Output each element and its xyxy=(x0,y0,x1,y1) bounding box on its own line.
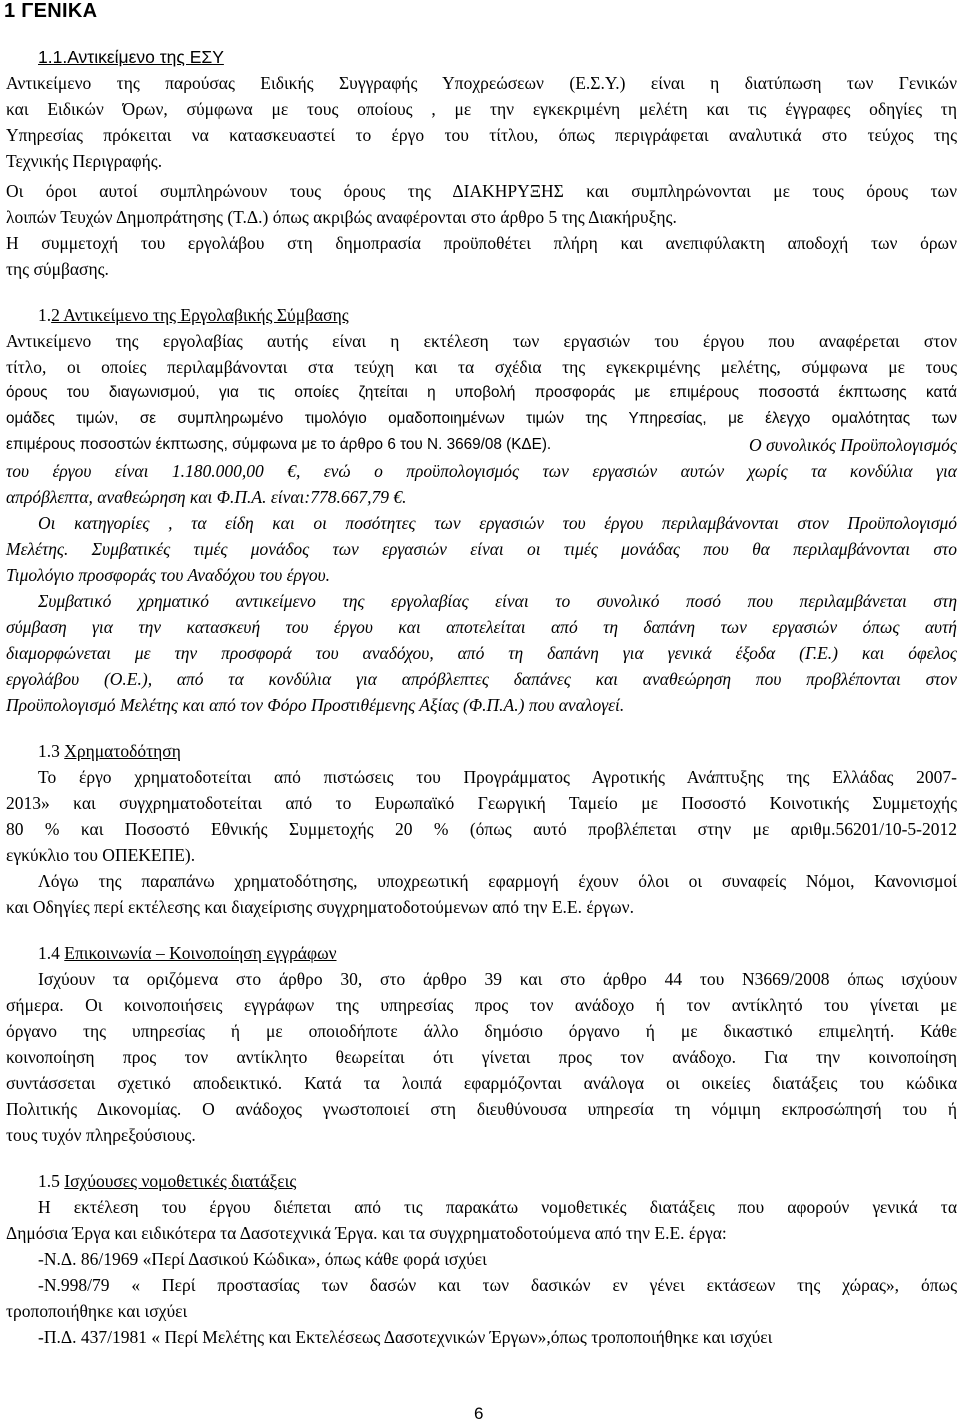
s12-line-2: τίτλο, οι οποίες περιλαμβάνονται στα τεύχη και τα σχέδια της εγκεκριμένης μελέτης, σύμφωνα με τους xyxy=(6,357,957,377)
s15-line-4: -Ν.998/79 « Περί προστασίας των δασών και των δασικών εν γένει εκτάσεων της χώρας», όπως xyxy=(38,1275,957,1295)
s13-line-1: Το έργο χρηματοδοτείται από πιστώσεις του Προγράμματος Αγροτικής Ανάπτυξης της Ελλάδας 2007- xyxy=(38,767,957,787)
section-1-1-title: 1.1.Αντικείμενο της ΕΣΥ xyxy=(38,47,224,67)
s14-line-4: κοινοποίηση προς τον αντίκλητο θεωρείται ότι γίνεται προς τον ανάδοχο. Για την κοινοποίηση xyxy=(6,1047,957,1067)
section-1-3-number: 1.3 xyxy=(38,741,60,761)
s15-line-3: -Ν.Δ. 86/1969 «Περί Δασικού Κώδικα», όπως κάθε φορά ισχύει xyxy=(38,1249,487,1269)
s11-line-7: Η συμμετοχή του εργολάβου στη δημοπρασία προϋποθέτει πλήρη και ανεπιφύλακτη αποδοχή των όρων xyxy=(6,233,957,253)
s15-line-1: Η εκτέλεση του έργου διέπεται από τις παρακάτω νομοθετικές διατάξεις που αφορούν γενικά τα xyxy=(38,1197,957,1217)
section-1-5-title: Ισχύουσες νομοθετικές διατάξεις xyxy=(64,1171,297,1191)
s12-line-4: ομάδες τιμών, σε συμπληρωμένο τιμολόγιο ομαδοποιημένων τιμών της Υπηρεσίας, με έλεγχο ομαλότητας των xyxy=(6,410,957,427)
section-1-2-title: 2 Αντικείμενο της Εργολαβικής Σύμβασης xyxy=(51,305,349,325)
s12-line-1: Αντικείμενο της εργολαβίας αυτής είναι η εκτέλεση των εργασιών του έργου που αναφέρεται στον xyxy=(6,331,957,351)
s11-line-3: Υπηρεσίας πρόκειται να κατασκευαστεί το έργο του τίτλου, όπως περιγράφεται αναλυτικά στο τεύχος της xyxy=(6,125,957,145)
s11-line-2: και Ειδικών Όρων, σύμφωνα με τους οποίους , με την εγκεκριμένη μελέτη και τις έγγραφες οδηγίες τη xyxy=(6,99,957,119)
s14-line-3: όργανο της υπηρεσίας ή με οποιοδήποτε άλλο δημόσιο όργανο ή με δικαστικό επιμελητή. Κάθε xyxy=(6,1021,957,1041)
s11-line-4: Τεχνικής Περιγραφής. xyxy=(6,151,163,171)
s14-line-5: συντάσσεται σχετικό αποδεικτικό. Κατά τα λοιπά εφαρμόζονται ανάλογα οι οικείες διατάξεις του κώδικα xyxy=(6,1073,957,1093)
s11-line-5: Οι όροι αυτοί συμπληρώνουν τους όρους της ΔΙΑΚΗΡΥΞΗΣ και συμπληρώνονται με τους όρους των xyxy=(6,181,957,201)
s12-line-15: Προϋπολογισμό Μελέτης και από τον Φόρο Προστιθέμενης Αξίας (Φ.Π.Α.) που αναλογεί. xyxy=(6,695,625,715)
s11-line-6: λοιπών Τευχών Δημοπράτησης (Τ.Δ.) όπως ακριβώς αναφέρονται στο άρθρο 5 της Διακήρυξης. xyxy=(6,207,677,227)
s12-line-9: Μελέτης. Συμβατικές τιμές μονάδος των εργασιών είναι οι τιμές μονάδας που θα περιλαμβάνονται στο xyxy=(6,539,957,559)
s12-line-11: Συμβατικό χρηματικό αντικείμενο της εργολαβίας είναι το συνολικό ποσό που περιλαμβάνεται στη xyxy=(38,591,957,611)
s13-line-6: και Οδηγίες περί εκτέλεσης και διαχείρισης συγχρηματοδοτούμενων από την Ε.Ε. έργων. xyxy=(6,897,634,917)
s13-line-5: Λόγω της παραπάνω χρηματοδότησης, υποχρεωτική εφαρμογή έχουν όλοι οι συναφείς Νόμοι, Κανονισμοί xyxy=(38,871,957,891)
section-1-4-heading xyxy=(38,942,337,964)
s12-line-7: απρόβλεπτα, αναθεώρηση και Φ.Π.Α. είναι:778.667,79 €. xyxy=(6,487,407,507)
s14-line-1: Ισχύουν τα οριζόμενα στο άρθρο 30, στο άρθρο 39 και στο άρθρο 44 του Ν3669/2008 όπως ισχύουν xyxy=(38,969,957,989)
s14-line-6: Πολιτικής Δικονομίας. Ο ανάδοχος γνωστοποιεί στη διευθύνουσα υπηρεσία τη νόμιμη εκπροσώπησή του ή xyxy=(6,1099,957,1119)
s15-line-5: τροποποιήθηκε και ισχύει xyxy=(6,1301,188,1321)
s12-line-14: εργολάβου (Ο.Ε.), από τα κονδύλια για απρόβλεπτες δαπάνες και αναθεώρηση που προβλέπονται στον xyxy=(6,669,957,689)
s14-line-7: τους τυχόν πληρεξούσιους. xyxy=(6,1125,196,1145)
section-1-2-number: 1. xyxy=(38,305,52,325)
s13-line-4: εγκύκλιο του ΟΠΕΚΕΠΕ). xyxy=(6,845,196,865)
s15-line-6: -Π.Δ. 437/1981 « Περί Μελέτης και Εκτελέσεως Δασοτεχνικών Έργων»,όπως τροποποιήθηκε και ισχύει xyxy=(38,1327,773,1347)
s12-line-3: όρους του διαγωνισμού, για τις οποίες ζητείται η υποβολή προσφοράς με επιμέρους ποσοστά έκπτωσης κατά xyxy=(6,384,957,401)
s13-line-3: 80 % και Ποσοστό Εθνικής Συμμετοχής 20 % (όπως αυτό προβλέπεται στην με αριθμ.56201/10-5-2012 xyxy=(6,819,957,839)
section-1-2-heading xyxy=(38,304,349,326)
s13-line-2: 2013» και συγχρηματοδοτείται από το Ευρωπαϊκό Γεωργική Ταμείο με Ποσοστό Κοινοτικής Συμμετοχής xyxy=(6,793,957,813)
page-number: 6 xyxy=(474,1404,484,1423)
s12-line-8: Οι κατηγορίες , τα είδη και οι ποσότητες των εργασιών του έργου περιλαμβάνονται στον Προϋπολογισμό xyxy=(38,513,957,533)
section-1-5-heading xyxy=(38,1170,296,1192)
s12-line-5-text: επιμέρους ποσοστών έκπτωσης, σύμφωνα με το άρθρο 6 του Ν. 3669/08 (ΚΔΕ). xyxy=(6,436,552,453)
s12-line-5 xyxy=(6,434,957,456)
s12-line-6: του έργου είναι 1.180.000,00 €, ενώ ο προϋπολογισμός των εργασιών αυτών χωρίς τα κονδύλια για xyxy=(6,461,957,481)
section-1-5-number: 1.5 xyxy=(38,1171,60,1191)
s15-line-2: Δημόσια Έργα και ειδικότερα τα Δασοτεχνικά Έργα. και τα συγχρηματοδοτούμενα από την Ε.Ε. έργα: xyxy=(6,1223,727,1243)
s11-line-8: της σύμβασης. xyxy=(6,259,109,279)
section-1-3-heading xyxy=(38,740,181,762)
s12-line-5-italic: Ο συνολικός Προϋπολογισμός xyxy=(749,435,957,455)
chapter-heading: 1 ΓΕΝΙΚΑ xyxy=(4,0,98,22)
s12-line-12: σύμβαση για την κατασκευή του έργου και αποτελείται από τη δαπάνη των εργασιών όπως αυτή xyxy=(6,617,957,637)
s14-line-2: σήμερα. Οι κοινοποιήσεις εγγράφων της υπηρεσίας προς τον ανάδοχο ή τον αντίκλητό του γίνεται με xyxy=(6,995,957,1015)
section-1-3-title: Χρηματοδότηση xyxy=(64,741,181,761)
section-1-4-title: Επικοινωνία – Κοινοποίηση εγγράφων xyxy=(64,943,337,963)
s12-line-13: διαμορφώνεται με την προσφορά του αναδόχου, από τη δαπάνη για γενικά έξοδα (Γ.Ε.) και όφελος xyxy=(6,643,957,663)
s12-line-10: Τιμολόγιο προσφοράς του Αναδόχου του έργου. xyxy=(6,565,330,585)
s11-line-1: Αντικείμενο της παρούσας Ειδικής Συγγραφής Υποχρεώσεων (Ε.Σ.Υ.) είναι η διατύπωση των Γενικών xyxy=(6,73,957,93)
section-1-4-number: 1.4 xyxy=(38,943,60,963)
